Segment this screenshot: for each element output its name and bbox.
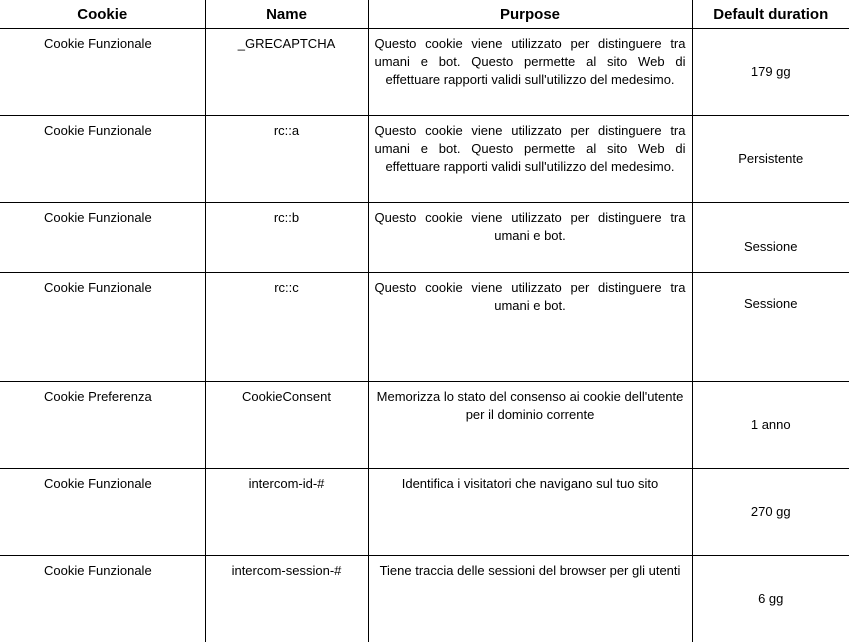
table-row	[0, 273, 849, 382]
table-row	[0, 469, 849, 556]
cookie-category-cell: Cookie Funzionale	[0, 203, 205, 273]
table-row	[0, 29, 849, 116]
cookie-duration-cell: 179 gg	[692, 29, 849, 116]
cookie-purpose-cell: Memorizza lo stato del consenso ai cookie dell'utente per il dominio corrente	[368, 382, 692, 469]
cookie-purpose-cell: Questo cookie viene utilizzato per distinguere tra umani e bot.	[368, 273, 692, 382]
cookie-purpose-cell: Tiene traccia delle sessioni del browser per gli utenti	[368, 556, 692, 642]
cookie-name-cell: rc::c	[205, 273, 368, 382]
cookie-category-cell: Cookie Funzionale	[0, 116, 205, 203]
table-row	[0, 556, 849, 642]
cookie-duration-cell: Persistente	[692, 116, 849, 203]
cookie-purpose-cell: Questo cookie viene utilizzato per distinguere tra umani e bot. Questo permette al sito Web di effettuare rapporti validi sull'utilizzo del medesimo.	[368, 116, 692, 203]
table-header-row	[0, 0, 849, 29]
cookie-name-cell: rc::b	[205, 203, 368, 273]
cookie-category-cell: Cookie Funzionale	[0, 273, 205, 382]
table-row	[0, 203, 849, 273]
cookie-duration-cell: Sessione	[692, 203, 849, 273]
cookie-purpose-cell: Identifica i visitatori che navigano sul tuo sito	[368, 469, 692, 556]
header-cookie: Cookie	[0, 0, 205, 29]
cookie-name-cell: intercom-session-#	[205, 556, 368, 642]
cookie-name-cell: intercom-id-#	[205, 469, 368, 556]
cookie-category-cell: Cookie Preferenza	[0, 382, 205, 469]
cookie-duration-cell: 270 gg	[692, 469, 849, 556]
cookie-purpose-cell: Questo cookie viene utilizzato per distinguere tra umani e bot.	[368, 203, 692, 273]
cookie-duration-cell: Sessione	[692, 273, 849, 382]
table-row	[0, 116, 849, 203]
cookie-duration-cell: 6 gg	[692, 556, 849, 642]
cookie-duration-cell: 1 anno	[692, 382, 849, 469]
cookie-name-cell: CookieConsent	[205, 382, 368, 469]
cookie-category-cell: Cookie Funzionale	[0, 556, 205, 642]
cookie-purpose-cell: Questo cookie viene utilizzato per distinguere tra umani e bot. Questo permette al sito Web di effettuare rapporti validi sull'utilizzo del medesimo.	[368, 29, 692, 116]
header-purpose: Purpose	[368, 0, 692, 29]
cookie-name-cell: rc::a	[205, 116, 368, 203]
header-name: Name	[205, 0, 368, 29]
table-row	[0, 382, 849, 469]
cookie-category-cell: Cookie Funzionale	[0, 469, 205, 556]
header-default-duration: Default duration	[692, 0, 849, 29]
cookie-category-cell: Cookie Funzionale	[0, 29, 205, 116]
cookie-name-cell: _GRECAPTCHA	[205, 29, 368, 116]
